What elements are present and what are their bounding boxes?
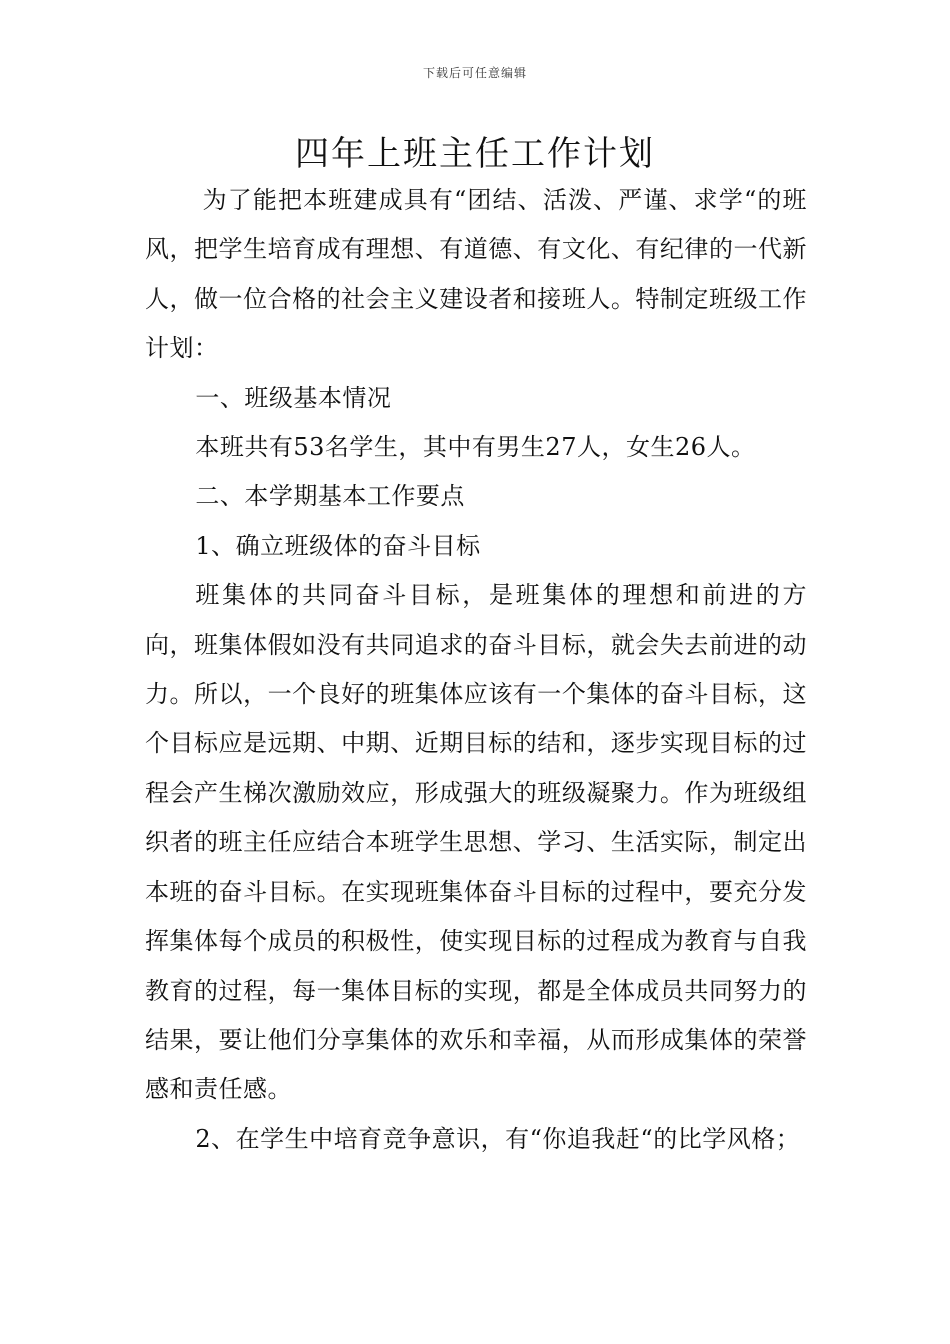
item-heading-goals: 1、确立班级体的奋斗目标: [195, 531, 481, 560]
goals-paragraph: 班集体的共同奋斗目标，是班集体的理想和前进的方向，班集体假如没有共同追求的奋斗目标，就会失去前进的动力。所以，一个良好的班集体应该有一个集体的奋斗目标，这个目标应是远期、中期、近期目标的结和，逐步实现目标的过程会产生梯次激励效应，形成强大的班级凝聚力。作为班级组织者的班主任应结合本班学生思想、学习、生活实际，制定出本班的奋斗目标。在实现班集体奋斗目标的过程中，要充分发挥集体每个成员的积极性，使实现目标的过程成为教育与自我教育的过程，每一集体目标的实现，都是全体成员共同努力的结果，要让他们分享集体的欢乐和幸福，从而形成集体的荣誉感和责任感。: [145, 581, 807, 1104]
header-note: 下载后可任意编辑: [422, 66, 527, 80]
intro-paragraph: 为了能把本班建成具有“团结、活泼、严谨、求学“的班风，把学生培育成有理想、有道德、有文化、有纪律的一代新人，做一位合格的社会主义建设者和接班人。特制定班级工作计划：: [145, 186, 807, 363]
section-heading-work-points: 二、本学期基本工作要点: [195, 482, 465, 511]
competition-paragraph: 2、在学生中培育竞争意识，有“你追我赶“的比学风格；: [195, 1124, 801, 1153]
section-heading-class-situation: 一、班级基本情况: [195, 383, 392, 412]
class-situation-paragraph: 本班共有53名学生，其中有男生27人，女生26人。: [195, 433, 756, 462]
document-body: [145, 176, 807, 1164]
document-title: 四年上班主任工作计划: [295, 134, 655, 174]
